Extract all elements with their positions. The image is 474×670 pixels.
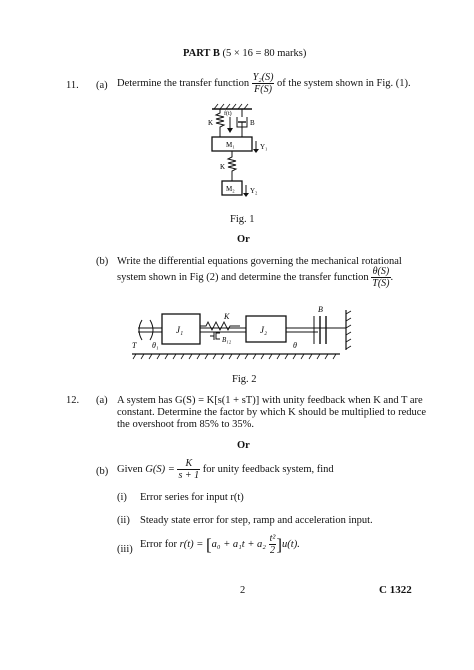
q11b-transfer-function: [371, 266, 390, 289]
q11b-tf-denominator: T(S): [372, 278, 390, 289]
fig1-label-y2: Y₂: [250, 187, 258, 195]
fig1-label-k-mid: K: [220, 163, 226, 171]
fig1-mechanical-system-diagram: [200, 103, 280, 203]
q12b-item-ii-label: (ii): [117, 515, 130, 526]
fig1-label-m1: M₁: [226, 141, 235, 149]
q12b-label: (b): [96, 466, 109, 477]
q12a-line3: the overshoot from 85% to 35%.: [117, 419, 255, 430]
q12b-iii-terms: a₀ + a₁t + a₂: [211, 539, 266, 550]
paper-code: C 1322: [379, 584, 412, 596]
q12b-g-lhs: G(S) =: [145, 464, 175, 475]
fig2-label-theta1: θ₁: [152, 341, 159, 350]
q11b-tf-numerator: θ(S): [372, 266, 390, 277]
q11a-transfer-function: [252, 72, 275, 95]
q12b-iii-lhs: r(t) =: [179, 539, 204, 550]
part-marks: (5 × 16 = 80 marks): [222, 48, 307, 59]
q11-number: 11.: [66, 80, 79, 91]
q11a-tf-denominator: F(S): [254, 84, 272, 95]
q11b-label: (b): [96, 256, 109, 267]
fig2-label-t: T: [132, 341, 137, 350]
q11b-tail: .: [390, 272, 394, 283]
q12b-item-i-label: (i): [117, 492, 127, 503]
fig2-label-b12: B₁₂: [222, 336, 232, 344]
fig1-caption: Fig. 1: [230, 214, 255, 225]
fig2-label-j2: J₂: [260, 325, 268, 335]
q11a-text: [117, 72, 411, 95]
q12a-line2: constant. Determine the factor by which K should be multiplied to reduce: [117, 407, 427, 418]
q11b-line2-text: system shown in Fig (2) and determine the transfer function: [117, 272, 369, 283]
part-heading: [183, 47, 306, 60]
fig1-label-m2: M₂: [226, 185, 235, 193]
q11-or: Or: [237, 234, 250, 245]
q12-or: Or: [237, 440, 250, 451]
q11b-line1: Write the differential equations governing the mechanical rotational: [117, 256, 402, 267]
fig1-label-y1: Y₁: [260, 143, 268, 151]
q12b-iii-denominator: 2: [269, 545, 275, 556]
q11a-lead: Determine the transfer function: [117, 78, 250, 89]
q12b-item-iii-label: (iii): [117, 544, 133, 555]
q12a-line1: A system has G(S) = K[s(1 + sT)] with unity feedback when K and T are: [117, 395, 423, 406]
q12b-item-i-text: Error series for input r(t): [140, 492, 244, 503]
fig2-label-j1: J₁: [176, 325, 184, 335]
q12b-lead: Given: [117, 464, 143, 475]
q12b-g-numerator: K: [177, 458, 200, 470]
q12b-tail: for unity feedback system, find: [202, 464, 334, 475]
fig2-label-theta: θ: [293, 341, 297, 350]
q11a-label: (a): [96, 80, 108, 91]
q11a-tf-numerator: Y₂(S): [252, 72, 274, 83]
fig2-label-b: B: [318, 305, 323, 314]
q12b-item-iii-text: Error for: [140, 539, 178, 550]
page-number: 2: [240, 585, 246, 596]
fig2-label-k: K: [224, 312, 230, 321]
q12b-iii-bracket-open: [: [206, 535, 212, 554]
part-label: PART B: [183, 48, 220, 59]
q12a-label: (a): [96, 395, 108, 406]
q12-number: 12.: [66, 395, 80, 406]
fig1-label-b: B: [250, 119, 255, 127]
q12b-item-ii-text: Steady state error for step, ramp and acceleration input.: [140, 515, 373, 526]
q12b-iii-bracket-close: ]: [276, 535, 283, 554]
q12b-iii-numerator: t²: [269, 533, 276, 544]
fig2-rotational-system-diagram: [128, 306, 358, 364]
q12b-g-fraction: [177, 458, 200, 481]
q12b-iii-tail: u(t).: [282, 539, 300, 550]
q12b-g-denominator: s + 1: [178, 470, 200, 481]
q12b-text: [117, 458, 334, 481]
q11a-tail: of the system shown in Fig. (1).: [277, 78, 411, 89]
fig1-label-f: f(t): [224, 111, 232, 117]
fig1-label-k-top: K: [208, 119, 214, 127]
fig2-caption: Fig. 2: [232, 374, 257, 385]
q11b-line2: [117, 266, 393, 289]
q12b-item-iii: [140, 533, 300, 556]
